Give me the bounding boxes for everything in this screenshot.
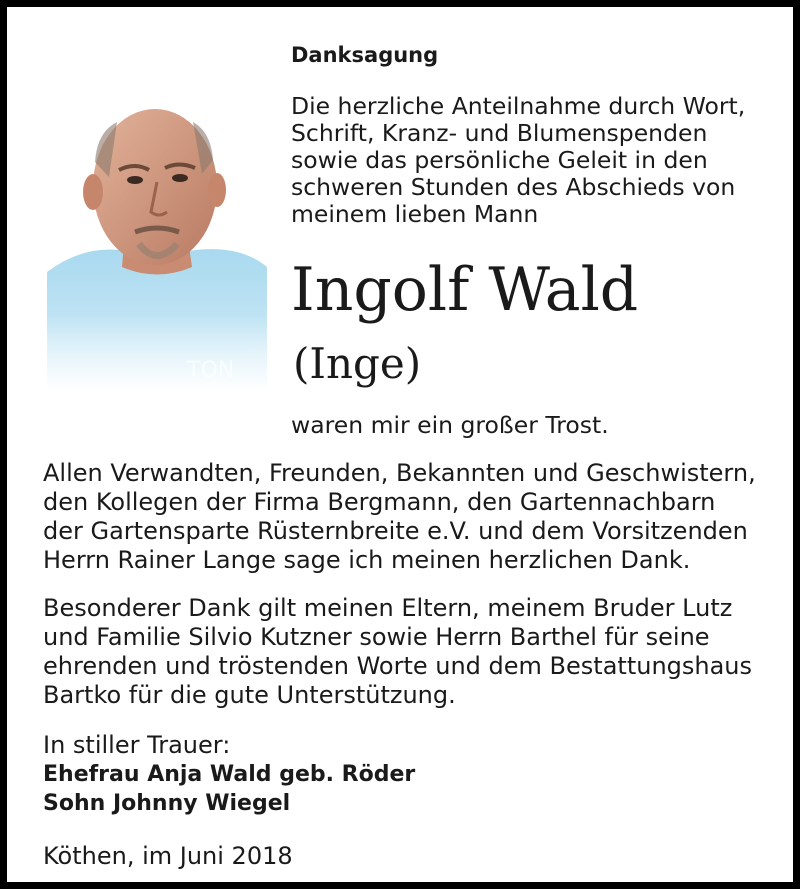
mourner-name: Ehefrau Anja Wald geb. Röder [43,762,416,787]
paragraph-line: Allen Verwandten, Freunden, Bekannten und Geschwistern, [43,459,756,487]
paragraph-line: und Familie Silvio Kutzner sowie Herrn Barthel für seine [43,623,710,651]
paragraph-line: der Gartensparte Rüsternbreite e.V. und dem Vorsitzenden [43,517,748,545]
deceased-name: Ingolf Wald [291,255,639,325]
place-date: Köthen, im Juni 2018 [43,842,293,870]
intro-line: schweren Stunden des Abschieds von [291,173,736,201]
paragraph-line: Bartko für die gute Unterstützung. [43,681,456,709]
intro-line: sowie das persönliche Geleit in den [291,146,708,174]
intro-line: Die herzliche Anteilnahme durch Wort, [291,92,746,120]
intro-line: Schrift, Kranz- und Blumenspenden [291,119,708,147]
comfort-line: waren mir ein großer Trost. [291,411,609,439]
deceased-nickname: (Inge) [293,339,422,388]
portrait-photo [47,82,267,392]
mourner-name: Sohn Johnny Wiegel [43,791,291,816]
mourning-label: In stiller Trauer: [43,731,231,759]
paragraph-line: Herrn Rainer Lange sage ich meinen herzlichen Dank. [43,546,691,574]
paragraph-line: Besonderer Dank gilt meinen Eltern, meinem Bruder Lutz [43,594,733,622]
heading: Danksagung [291,43,439,67]
paragraph-line: den Kollegen der Firma Bergmann, den Gartennachbarn [43,488,716,516]
paragraph-line: ehrenden und tröstenden Worte und dem Bestattungshaus [43,652,753,680]
intro-line: meinem lieben Mann [291,200,539,228]
